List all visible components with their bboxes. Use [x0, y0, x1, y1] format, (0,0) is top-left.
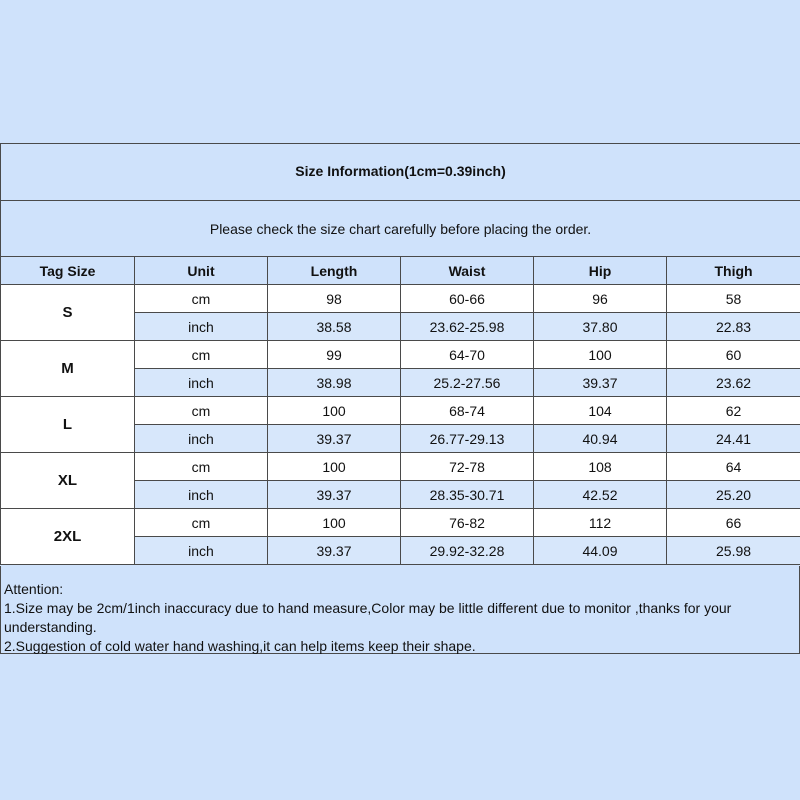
waist-cell: 72-78: [401, 453, 534, 481]
unit-cell: cm: [135, 341, 268, 369]
length-cell: 38.98: [268, 369, 401, 397]
length-cell: 38.58: [268, 313, 401, 341]
thigh-cell: 25.20: [667, 481, 800, 509]
unit-cell: cm: [135, 453, 268, 481]
table-row: [1, 453, 800, 481]
size-label: L: [1, 397, 135, 453]
waist-cell: 29.92-32.28: [401, 537, 534, 565]
header-unit: Unit: [135, 257, 268, 285]
thigh-cell: 24.41: [667, 425, 800, 453]
length-cell: 39.37: [268, 481, 401, 509]
table-row: [1, 397, 800, 425]
size-chart-table: [0, 143, 800, 565]
waist-cell: 64-70: [401, 341, 534, 369]
waist-cell: 60-66: [401, 285, 534, 313]
header-thigh: Thigh: [667, 257, 800, 285]
thigh-cell: 60: [667, 341, 800, 369]
chart-title: Size Information(1cm=0.39inch): [295, 163, 506, 179]
hip-cell: 39.37: [534, 369, 667, 397]
waist-cell: 26.77-29.13: [401, 425, 534, 453]
thigh-cell: 23.62: [667, 369, 800, 397]
hip-cell: 108: [534, 453, 667, 481]
table-row: [1, 341, 800, 369]
thigh-cell: 25.98: [667, 537, 800, 565]
header-waist: Waist: [401, 257, 534, 285]
unit-cell: cm: [135, 397, 268, 425]
waist-cell: 23.62-25.98: [401, 313, 534, 341]
size-label: 2XL: [1, 509, 135, 565]
hip-cell: 112: [534, 509, 667, 537]
header-tag-size: Tag Size: [1, 257, 135, 285]
length-cell: 99: [268, 341, 401, 369]
thigh-cell: 58: [667, 285, 800, 313]
hip-cell: 40.94: [534, 425, 667, 453]
waist-cell: 76-82: [401, 509, 534, 537]
title-row: [1, 144, 800, 201]
waist-cell: 68-74: [401, 397, 534, 425]
thigh-cell: 62: [667, 397, 800, 425]
unit-cell: inch: [135, 369, 268, 397]
attention-line-2: 2.Suggestion of cold water hand washing,it can help items keep their shape.: [4, 638, 476, 654]
chart-note: Please check the size chart carefully before placing the order.: [1, 201, 800, 257]
length-cell: 98: [268, 285, 401, 313]
unit-cell: inch: [135, 313, 268, 341]
unit-cell: inch: [135, 481, 268, 509]
length-cell: 100: [268, 397, 401, 425]
length-cell: 39.37: [268, 425, 401, 453]
unit-cell: cm: [135, 285, 268, 313]
length-cell: 100: [268, 509, 401, 537]
length-cell: 100: [268, 453, 401, 481]
attention-line-1: 1.Size may be 2cm/1inch inaccuracy due to hand measure,Color may be little different due to monitor ,thanks for your understanding.: [4, 600, 732, 635]
unit-cell: inch: [135, 425, 268, 453]
table-row: [1, 509, 800, 537]
attention-note: [0, 566, 800, 654]
hip-cell: 37.80: [534, 313, 667, 341]
note-row: [1, 201, 800, 257]
hip-cell: 44.09: [534, 537, 667, 565]
thigh-cell: 66: [667, 509, 800, 537]
length-cell: 39.37: [268, 537, 401, 565]
hip-cell: 96: [534, 285, 667, 313]
size-label: S: [1, 285, 135, 341]
size-label: XL: [1, 453, 135, 509]
header-hip: Hip: [534, 257, 667, 285]
header-row: [1, 257, 800, 285]
thigh-cell: 22.83: [667, 313, 800, 341]
hip-cell: 100: [534, 341, 667, 369]
unit-cell: inch: [135, 537, 268, 565]
chart-title-cell: [1, 144, 800, 201]
table-row: [1, 285, 800, 313]
unit-cell: cm: [135, 509, 268, 537]
waist-cell: 28.35-30.71: [401, 481, 534, 509]
hip-cell: 104: [534, 397, 667, 425]
size-label: M: [1, 341, 135, 397]
attention-heading: Attention:: [4, 581, 64, 597]
hip-cell: 42.52: [534, 481, 667, 509]
header-length: Length: [268, 257, 401, 285]
thigh-cell: 64: [667, 453, 800, 481]
waist-cell: 25.2-27.56: [401, 369, 534, 397]
